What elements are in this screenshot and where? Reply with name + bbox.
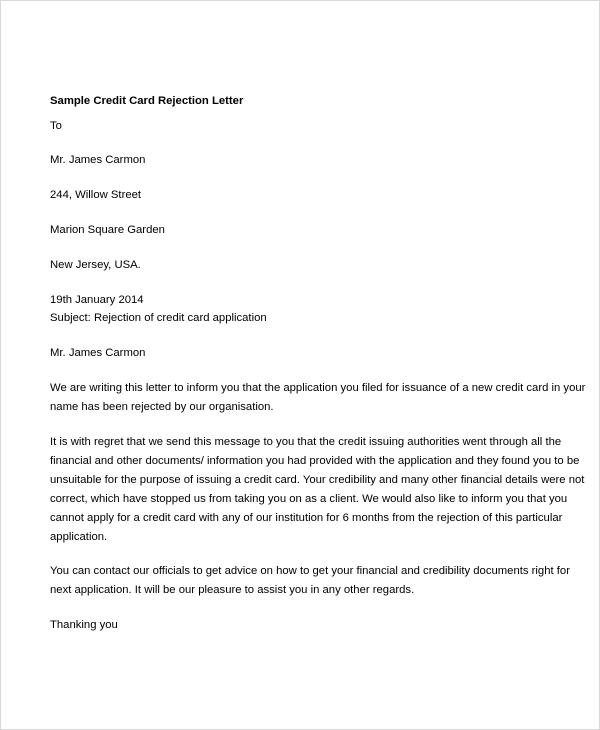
letter-title: Sample Credit Card Rejection Letter	[50, 95, 244, 107]
paragraph-2-line: It is with regret that we send this message to you that the credit issuing authorities went through all the	[50, 436, 562, 448]
paragraph-2-line: application.	[50, 531, 108, 543]
paragraph-1-line: We are writing this letter to inform you that the application you filed for issuance of a new credit card in your	[50, 382, 586, 394]
paragraph-3-line: You can contact our officials to get advice on how to get your financial and credibility documents right for	[50, 565, 570, 577]
closing: Thanking you	[50, 619, 118, 631]
paragraph-3-line: next application. It will be our pleasure to assist you in any other regards.	[50, 584, 415, 596]
paragraph-2-line: cannot apply for a credit card with any of our institution for 6 months from the rejection of this particular	[50, 512, 563, 524]
letter-date: 19th January 2014	[50, 294, 144, 306]
paragraph-2-line: correct, which have stopped us from taking you on as a client. We would also like to inform you that you	[50, 493, 568, 505]
letter-subject: Subject: Rejection of credit card application	[50, 312, 267, 324]
salutation-to: To	[50, 120, 62, 132]
address-line-1: 244, Willow Street	[50, 189, 142, 201]
paragraph-2-line: financial and other documents/ information you had provided with the application and they found you to be	[50, 455, 580, 467]
paragraph-1-line: name has been rejected by our organisation.	[50, 401, 274, 413]
recipient-name: Mr. James Carmon	[50, 154, 146, 166]
paragraph-2-line: unsuitable for the purpose of issuing a credit card. Your credibility and many other financial details were not	[50, 474, 585, 486]
addressee: Mr. James Carmon	[50, 347, 146, 359]
address-line-3: New Jersey, USA.	[50, 259, 141, 271]
address-line-2: Marion Square Garden	[50, 224, 165, 236]
